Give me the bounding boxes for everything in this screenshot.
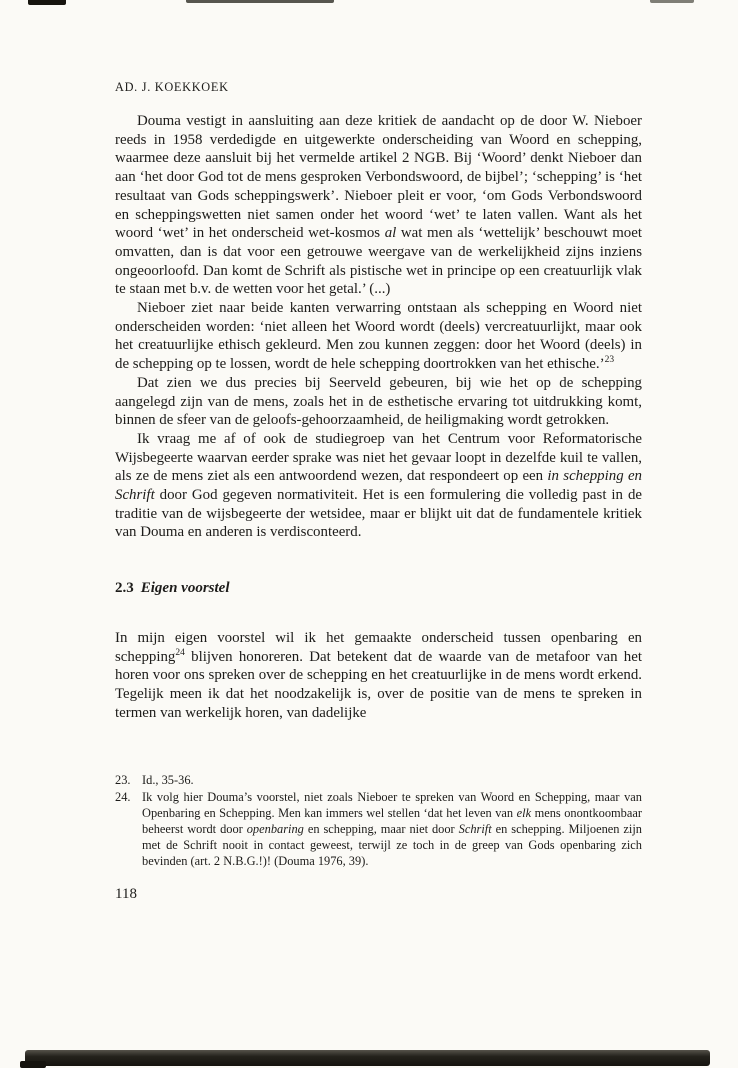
text-segment: door God gegeven normativiteit. Het is een formulering die volledig past in de traditie van de wijsbegeerte der wetsidee, maar er blijkt uit dat de fundamentele kritiek van Douma en anderen is verdisconteerd.	[115, 487, 642, 541]
text-segment: blijven honoreren. Dat betekent dat de waarde van de metafoor van het horen voor ons spreken over de schepping en het creatuurlijke in de mens wordt erkend. Tegelijk meen ik dat het noodzakelijk is, over de positie van de mens te spreken in termen van werkelijk horen, van dadelijke	[115, 648, 642, 721]
footnote-number: 24.	[115, 790, 131, 805]
footnote-ref-24: 24	[175, 647, 185, 658]
footnote-24	[115, 789, 642, 869]
section-heading	[115, 579, 642, 598]
section-number: 2.3	[115, 580, 134, 597]
paragraph-1	[115, 112, 642, 299]
running-header: AD. J. KOEKKOEK	[115, 80, 229, 94]
scan-artifact-bottom-corner	[20, 1061, 46, 1068]
italic-segment: al	[384, 225, 397, 242]
scan-artifact-top-left	[28, 0, 66, 5]
paragraph-3	[115, 374, 642, 430]
italic-segment: Schrift	[458, 822, 492, 837]
italic-segment: in schepping en Schrift	[115, 468, 642, 504]
text-segment: mens onontkoombaar beheerst wordt door	[142, 806, 642, 837]
text-segment: Dat zien we dus precies bij Seerveld gebeuren, bij wie het op de schepping aangelegd zijn van de mens, zoals het in de esthetische ervaring tot uitdrukking komt, binnen de sfeer van de geloofs-gehoorzaamheid, de heiligmaking wordt getrokken.	[115, 374, 642, 429]
footnote-text: Id., 35-36.	[142, 773, 194, 788]
scan-artifact-top-middle	[186, 0, 334, 3]
text-segment: en schepping, maar niet door	[303, 822, 459, 837]
footnote-text	[142, 789, 642, 869]
text-segment: en schepping. Miljoenen zijn met de Schrift nooit in contact geweest, terwijl ze toch in de greep van Gods openbaring zich bevinden (art. 2 N.B.G.!)! (Douma 1976, 39).	[142, 822, 642, 869]
page-number: 118	[115, 886, 137, 903]
paragraph-4	[115, 430, 642, 542]
footnote-number: 23.	[115, 773, 131, 788]
footnote-ref-23: 23	[604, 355, 615, 366]
page-content	[115, 80, 642, 903]
footnotes-section	[115, 772, 642, 869]
paragraph-5	[115, 629, 642, 723]
text-segment: Nieboer ziet naar beide kanten verwarring ontstaan als schepping en Woord niet onderscheiden worden: ‘niet alleen het Woord wordt (deels) vercreatuurlijkt, maar ook het creatuurlijke ethisch gekleurd. Men zou kunnen zeggen: door het Woord (deels) in de schepping op te lossen, wordt de hele schepping doortrokken van het ethische.’	[115, 300, 642, 373]
text-segment: wat men als ‘wettelijk’ beschouwt moet omvatten, dan is dat voor een getrouwe weergave van de werkelijkheid zijns inziens ongeoorloofd. Dan komt de Schrift als pistische wet in principe op een creatuurlijk vlak te staan met b.v. de wetten voor het getal.’ (...)	[115, 225, 642, 298]
paragraph-2	[115, 299, 642, 374]
text-segment: Ik vraag me af of ook de studiegroep van het Centrum voor Reformatorische Wijsbegeerte waarvan eerder sprake was niet het gevaar loopt in dezelfde kuil te vallen, als ze de mens ziet als een antwoordend wezen, dat respondeert op een	[115, 430, 642, 485]
italic-segment: elk	[516, 806, 532, 821]
text-segment: Douma vestigt in aansluiting aan deze kritiek de aandacht op de door W. Nieboer reeds in 1958 verdedigde en uitgewerkte onderscheiding van Woord en schepping, waarmee deze aansluit bij het vermelde artikel 2 NGB. Bij ‘Woord’ denkt Nieboer dan aan ‘het door God tot de mens gesproken Verbondswoord, de bijbel’; ‘schepping’ is ‘het resultaat van Gods scheppingswerk’. Nieboer pleit er voor, ‘om Gods Verbondswoord en scheppingswetten niet samen onder het woord ‘wet’ te laten vallen. Want als het woord ‘wet’ in het onderscheid wet-kosmos	[115, 113, 642, 242]
text-segment: Ik volg hier Douma’s voorstel, niet zoals Nieboer te spreken van Woord en Schepping, maar van Openbaring en Schepping. Men kan immers wel stellen ‘dat het leven van	[142, 790, 642, 821]
scan-artifact-top-right	[650, 0, 694, 3]
scan-artifact-bottom-band	[25, 1050, 710, 1066]
section-title: Eigen voorstel	[140, 580, 230, 597]
text-segment: In mijn eigen voorstel wil ik het gemaakte onderscheid tussen openbaring en schepping	[115, 629, 642, 665]
body-text	[115, 112, 642, 722]
footnote-23	[115, 772, 642, 788]
italic-segment: openbaring	[246, 822, 304, 837]
